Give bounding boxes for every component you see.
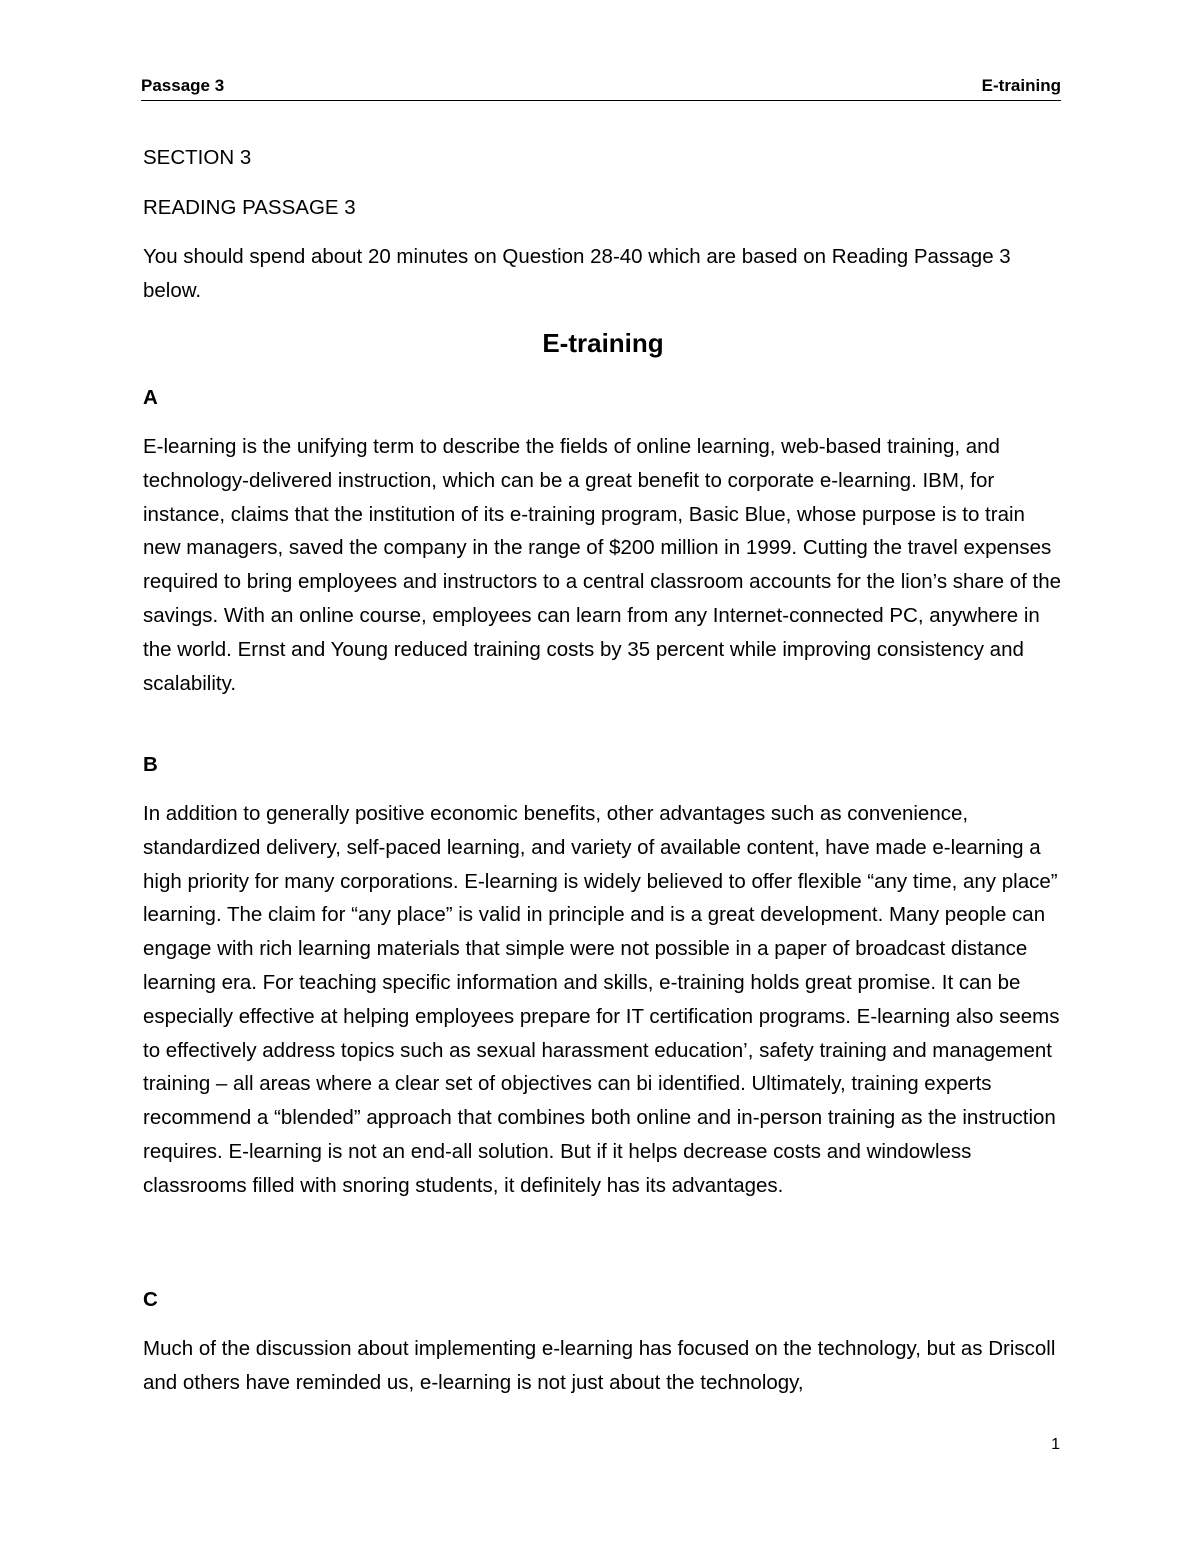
- header-topic-label: E-training: [981, 76, 1061, 95]
- paragraph-letter-c: C: [143, 1288, 158, 1311]
- header-passage-label: Passage 3: [141, 76, 225, 95]
- instructions-text: You should spend about 20 minutes on Question 28-40 which are based on Reading Passage 3 below.: [143, 245, 1011, 302]
- passage-label: READING PASSAGE 3: [143, 196, 356, 219]
- paragraph-b-text: In addition to generally positive economic benefits, other advantages such as convenience, standardized delivery, self-paced learning, and variety of available content, have made e-learning a high priority for many corporations. E-learning is widely believed to offer flexible “any time, any place” learning. The claim for “any place” is valid in principle and is a great development. Many people can engage with rich learning materials that simple were not possible in a paper of broadcast distance learning era. For teaching specific information and skills, e-training holds great promise. It can be especially effective at helping employees prepare for IT certification programs. E-learning also seems to effectively address topics such as sexual harassment education’, safety training and management training – all areas where a clear set of objectives can bi identified. Ultimately, training experts recommend a “blended” approach that combines both online and in-person training as the instruction requires. E-learning is not an end-all solution. But if it helps decrease costs and windowless classrooms filled with snoring students, it definitely has its advantages.: [143, 802, 1060, 1197]
- paragraph-letter-b: B: [143, 753, 158, 776]
- paragraph-c-text: Much of the discussion about implementing e-learning has focused on the technology, but as Driscoll and others have reminded us, e-learning is not just about the technology,: [143, 1337, 1056, 1394]
- document-title: E-training: [542, 328, 664, 358]
- paragraph-a-text: E-learning is the unifying term to describe the fields of online learning, web-based training, and technology-delivered instruction, which can be a great benefit to corporate e-learning. IBM, for instance, claims that the institution of its e-training program, Basic Blue, whose purpose is to train new managers, saved the company in the range of $200 million in 1999. Cutting the travel expenses required to bring employees and instructors to a central classroom accounts for the lion’s share of the savings. With an online course, employees can learn from any Internet-connected PC, anywhere in the world. Ernst and Young reduced training costs by 35 percent while improving consistency and scalability.: [143, 435, 1062, 695]
- page-header: [141, 74, 1061, 101]
- page-number: 1: [1051, 1436, 1060, 1453]
- paragraph-letter-a: A: [143, 386, 158, 409]
- section-label: SECTION 3: [143, 146, 252, 169]
